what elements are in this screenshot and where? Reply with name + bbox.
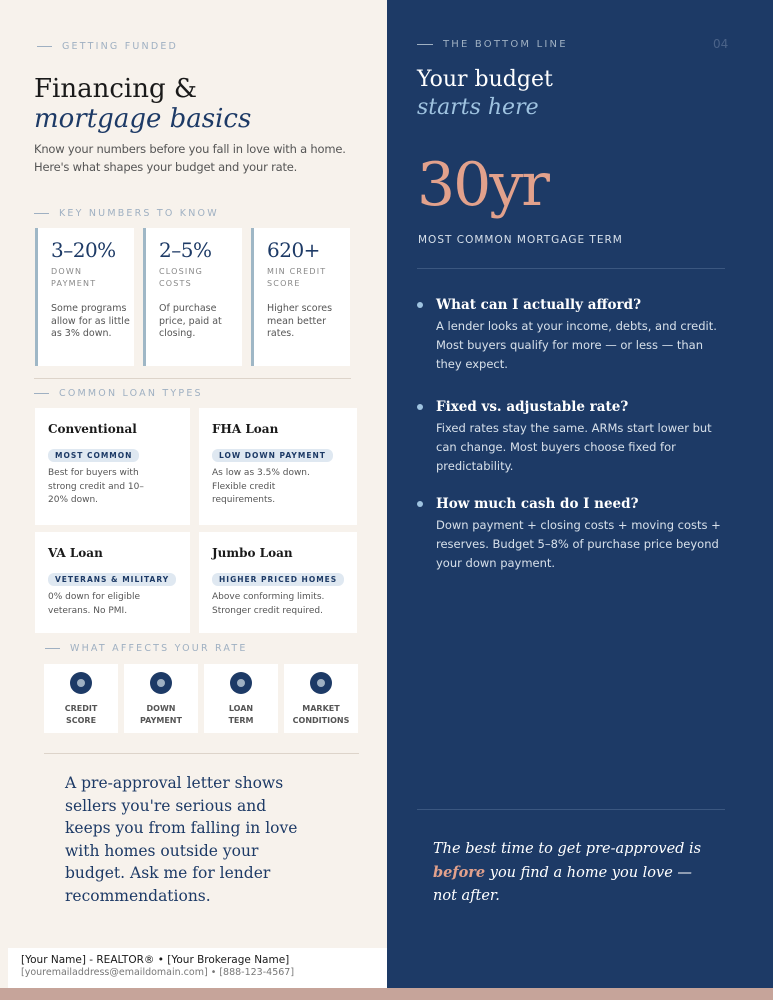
- circle-icon: [230, 672, 252, 694]
- circle-icon: [310, 672, 332, 694]
- stat-label: CLOSING COSTS: [159, 267, 204, 288]
- loan-tag: HIGHER PRICED HOMES: [212, 573, 344, 586]
- heading-text: KEY NUMBERS TO KNOW: [59, 208, 219, 219]
- loan-description: 0% down for eligible veterans. No PMI.: [48, 592, 141, 616]
- loan-tag: VETERANS & MILITARY: [48, 573, 176, 586]
- loan-description: As low as 3.5% down. Flexible credit requirements.: [212, 468, 310, 505]
- factor-label-line: TERM: [228, 716, 254, 725]
- faq-answer: Fixed rates stay the same. ARMs start lower but can change. Most buyers choose fixed for predictability.: [436, 421, 712, 473]
- loan-card-conventional: [35, 408, 190, 525]
- closing-text: you find a home you love — not after.: [433, 865, 692, 904]
- divider: [34, 378, 351, 379]
- factor-label-line: LOAN: [228, 704, 254, 713]
- bullet-icon: [417, 404, 423, 410]
- page-title: [34, 74, 251, 134]
- faq-item: [417, 297, 717, 374]
- closing-text: The best time to get pre-approved is: [433, 841, 702, 857]
- eyebrow-text: THE BOTTOM LINE: [443, 39, 568, 50]
- dash-decoration: [45, 648, 60, 649]
- factor-label-line: CREDIT: [64, 704, 98, 713]
- stat-card-closing-costs: [143, 228, 242, 366]
- circle-icon: [150, 672, 172, 694]
- intro-text: Know your numbers before you fall in love with a home. Here's what shapes your budget and your rate.: [34, 142, 346, 174]
- stat-value: 2–5%: [159, 238, 212, 262]
- faq-question: Fixed vs. adjustable rate?: [436, 399, 629, 415]
- factor-down-payment: [124, 664, 198, 733]
- key-numbers-heading: [34, 208, 219, 219]
- dash-decoration: [417, 44, 433, 45]
- faq-answer: A lender looks at your income, debts, and credit. Most buyers qualify for more — or less — than they expect.: [436, 319, 717, 371]
- factor-market-conditions: [284, 664, 358, 733]
- dash-decoration: [34, 213, 49, 214]
- factor-label: [204, 703, 278, 727]
- closing-highlight: before: [433, 864, 486, 881]
- stat-description: Some programs allow for as little as 3% down.: [51, 303, 130, 339]
- agent-contact: [youremailaddress@emaildomain.com] • [888-123-4567]: [21, 967, 295, 978]
- factor-label-line: SCORE: [65, 716, 97, 725]
- heading-text: WHAT AFFECTS YOUR RATE: [70, 643, 248, 654]
- stat-value: 3–20%: [51, 238, 116, 262]
- factor-credit-score: [44, 664, 118, 733]
- title-line-2: starts here: [417, 95, 539, 120]
- factor-label-line: CONDITIONS: [292, 716, 350, 725]
- closing-statement: [433, 838, 713, 908]
- faq-item: [417, 496, 721, 573]
- stat-label: MIN CREDIT SCORE: [267, 267, 327, 288]
- page-number: 04: [713, 37, 729, 51]
- rate-factors-heading: [45, 643, 248, 654]
- dash-decoration: [37, 46, 52, 47]
- big-stat-value: 30yr: [417, 150, 548, 220]
- section-eyebrow: [37, 41, 178, 52]
- loan-types-heading: [34, 388, 203, 399]
- heading-text: COMMON LOAN TYPES: [59, 388, 203, 399]
- divider: [417, 268, 725, 269]
- faq-answer: Down payment + closing costs + moving costs + reserves. Budget 5–8% of purchase price beyond your down payment.: [436, 518, 721, 570]
- stat-description: Of purchase price, paid at closing.: [159, 303, 222, 339]
- faq-question: What can I actually afford?: [436, 297, 642, 313]
- factor-loan-term: [204, 664, 278, 733]
- loan-description: Above conforming limits. Stronger credit required.: [212, 592, 325, 616]
- faq-question: How much cash do I need?: [436, 496, 639, 512]
- factor-label-line: PAYMENT: [140, 716, 182, 725]
- factor-label: [124, 703, 198, 727]
- pre-approval-quote: A pre-approval letter shows sellers you're serious and keeps you from falling in love with homes outside your budget. Ask me for lender recommendations.: [65, 774, 298, 905]
- factor-label: [284, 703, 358, 727]
- stat-value: 620+: [267, 238, 320, 262]
- dash-decoration: [34, 393, 49, 394]
- loan-name: Conventional: [48, 422, 137, 436]
- factor-label-line: DOWN: [146, 704, 176, 713]
- divider: [44, 753, 359, 754]
- factor-label: [44, 703, 118, 727]
- eyebrow-text: GETTING FUNDED: [62, 41, 179, 52]
- faq-item: [417, 399, 717, 476]
- loan-card-jumbo: [199, 532, 357, 633]
- loan-tag: LOW DOWN PAYMENT: [212, 449, 333, 462]
- bullet-icon: [417, 501, 423, 507]
- stat-description: Higher scores mean better rates.: [267, 303, 333, 339]
- stat-card-credit-score: [251, 228, 350, 366]
- divider: [417, 809, 725, 810]
- loan-name: VA Loan: [48, 546, 103, 560]
- right-title: [417, 66, 553, 122]
- loan-card-fha: [199, 408, 357, 525]
- loan-description: Best for buyers with strong credit and 10–20% down.: [48, 468, 144, 505]
- bottom-accent-bar: [0, 988, 773, 1000]
- circle-icon: [70, 672, 92, 694]
- factor-label-line: MARKET: [302, 704, 340, 713]
- title-line-2: mortgage basics: [34, 104, 252, 134]
- agent-footer: [8, 948, 387, 988]
- stat-label: DOWN PAYMENT: [51, 267, 97, 288]
- big-stat-label: MOST COMMON MORTGAGE TERM: [418, 234, 623, 246]
- loan-card-va: [35, 532, 190, 633]
- loan-name: Jumbo Loan: [212, 546, 293, 560]
- loan-tag: MOST COMMON: [48, 449, 139, 462]
- stat-card-down-payment: [35, 228, 134, 366]
- title-line-1: Your budget: [417, 67, 553, 92]
- bullet-icon: [417, 302, 423, 308]
- title-line-1: Financing &: [34, 74, 198, 104]
- loan-name: FHA Loan: [212, 422, 279, 436]
- right-eyebrow: [417, 39, 568, 50]
- agent-name-brokerage: [Your Name] - REALTOR® • [Your Brokerage Name]: [21, 954, 290, 966]
